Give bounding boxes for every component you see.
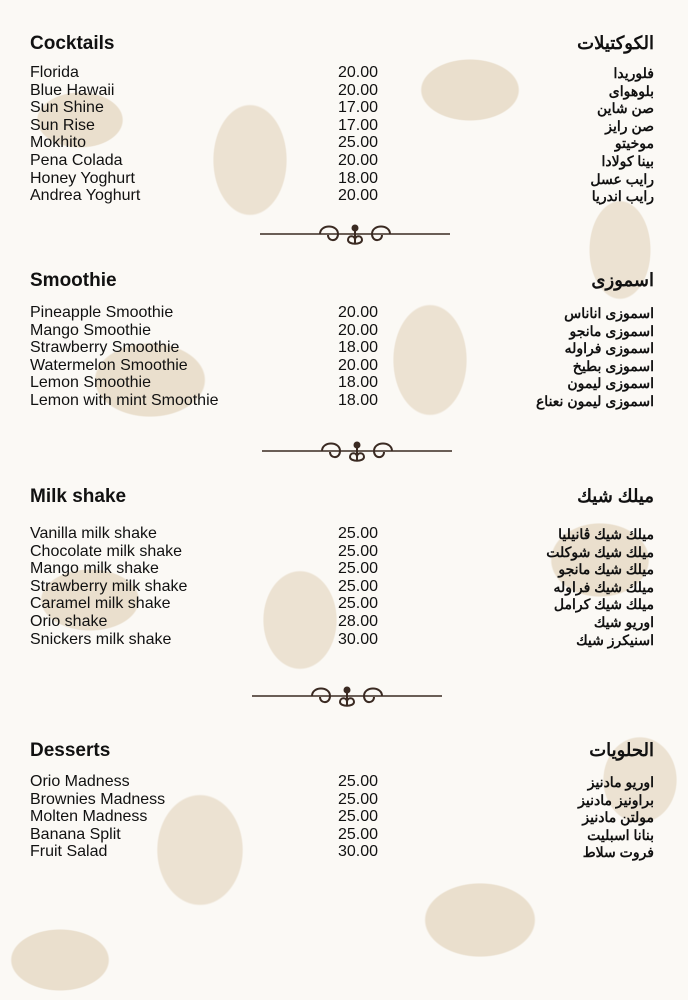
item-price: 20.00 — [338, 64, 379, 81]
item-name-ar: فلوريدا — [613, 65, 654, 81]
item-name-ar: فروت سلاط — [582, 844, 654, 861]
item-name-ar: مولتن مادنيز — [582, 809, 654, 826]
menu-item — [0, 82, 688, 100]
item-name-ar: بنانا اسبليت — [587, 826, 654, 843]
item-name-ar: ميلك شيك فراوله — [553, 578, 654, 595]
item-name-en: Molten Madness — [30, 808, 148, 826]
item-name-ar: صن شاين — [597, 100, 654, 117]
menu-item — [0, 357, 688, 375]
item-name-ar: بينا كولادا — [601, 153, 654, 169]
item-price: 17.00 — [338, 99, 379, 117]
item-price: 25.00 — [338, 790, 379, 808]
item-name-en: Florida — [30, 64, 79, 81]
section-title-ar: ميلك شيك — [577, 486, 654, 506]
menu-item — [0, 134, 688, 152]
item-name-en: Lemon with mint Smoothie — [30, 392, 219, 409]
item-price: 20.00 — [338, 321, 379, 339]
item-price: 30.00 — [338, 843, 379, 861]
section-title-en: Cocktails — [30, 33, 115, 54]
item-price: 25.00 — [338, 577, 379, 595]
menu-item — [0, 152, 688, 170]
item-name-en: Watermelon Smoothie — [30, 356, 188, 374]
menu-item — [0, 304, 688, 322]
item-name-ar: اسموزى ليمون — [567, 375, 654, 392]
flourish-icon — [260, 220, 450, 250]
item-name-en: Brownies Madness — [30, 790, 166, 808]
item-name-ar: ميلك شيك مانجو — [558, 561, 654, 578]
item-price: 18.00 — [338, 374, 379, 392]
item-name-en: Pena Colada — [30, 152, 123, 169]
section-title-en: Milk shake — [30, 486, 127, 507]
item-price: 28.00 — [338, 613, 379, 630]
item-name-en: Pineapple Smoothie — [30, 304, 174, 321]
menu-item — [0, 613, 688, 631]
item-price: 18.00 — [338, 339, 379, 357]
menu-item — [0, 543, 688, 561]
menu-item — [0, 595, 688, 613]
ornament-divider — [262, 437, 452, 467]
item-price: 25.00 — [338, 808, 379, 826]
item-name-ar: موخيتو — [614, 135, 654, 152]
item-name-en: Blue Hawaii — [30, 81, 115, 99]
item-price: 20.00 — [338, 81, 379, 99]
menu-item — [0, 578, 688, 596]
item-price: 20.00 — [338, 187, 379, 205]
menu-item — [0, 187, 688, 205]
menu-item — [0, 392, 688, 410]
item-name-ar: اوريو شيك — [593, 614, 654, 630]
item-price: 20.00 — [338, 304, 379, 321]
item-name-ar: اوريو مادنيز — [587, 774, 654, 790]
item-name-ar: رايب اندريا — [591, 188, 654, 205]
item-name-en: Banana Split — [30, 825, 121, 843]
section-title-ar: اسموزى — [591, 270, 654, 290]
item-price: 17.00 — [338, 116, 379, 134]
item-price: 25.00 — [338, 825, 379, 843]
item-price: 20.00 — [338, 152, 379, 169]
item-name-en: Honey Yoghurt — [30, 169, 135, 187]
item-name-ar: بلوهواى — [608, 82, 654, 99]
item-name-ar: اسموزى بطيخ — [572, 357, 654, 374]
item-name-en: Strawberry milk shake — [30, 577, 188, 595]
item-name-ar: ميلك شيك شوكلت — [546, 543, 654, 560]
menu-item — [0, 525, 688, 543]
item-name-en: Vanilla milk shake — [30, 525, 157, 542]
menu-item — [0, 826, 688, 844]
item-name-ar: اسنيكرز شيك — [576, 631, 654, 648]
section-title-ar: الكوكتيلات — [577, 33, 654, 53]
menu-item — [0, 843, 688, 861]
item-price: 30.00 — [338, 630, 379, 648]
item-price: 25.00 — [338, 773, 379, 790]
item-name-ar: براونيز مادنيز — [578, 791, 654, 808]
menu-item — [0, 99, 688, 117]
item-price: 25.00 — [338, 542, 379, 560]
menu-item — [0, 560, 688, 578]
item-name-en: Strawberry Smoothie — [30, 339, 180, 357]
menu-item — [0, 170, 688, 188]
item-name-ar: اسموزى فراوله — [564, 340, 654, 357]
menu-item — [0, 808, 688, 826]
item-name-en: Lemon Smoothie — [30, 374, 151, 392]
item-price: 18.00 — [338, 169, 379, 187]
item-name-en: Snickers milk shake — [30, 630, 172, 648]
item-name-en: Sun Rise — [30, 116, 95, 134]
menu-item — [0, 117, 688, 135]
item-name-ar: ميلك شيك كرامل — [553, 596, 654, 613]
item-name-en: Andrea Yoghurt — [30, 187, 141, 205]
item-name-en: Chocolate milk shake — [30, 542, 183, 560]
ornament-divider — [252, 682, 442, 712]
item-name-en: Mango milk shake — [30, 560, 159, 578]
section-title-en: Smoothie — [30, 270, 117, 291]
flourish-icon — [262, 437, 452, 467]
item-name-ar: صن رايز — [605, 117, 654, 134]
item-name-ar: ميلك شيك ڤانيليا — [558, 526, 654, 542]
menu-item — [0, 631, 688, 649]
menu-item — [0, 791, 688, 809]
item-name-ar: اسموزى مانجو — [569, 322, 654, 339]
item-name-en: Orio Madness — [30, 773, 130, 790]
menu-item — [0, 64, 688, 82]
menu-item — [0, 773, 688, 791]
item-name-en: Orio shake — [30, 613, 108, 630]
menu-item — [0, 322, 688, 340]
item-price: 25.00 — [338, 134, 379, 152]
menu-item — [0, 339, 688, 357]
menu-item — [0, 374, 688, 392]
item-name-en: Caramel milk shake — [30, 595, 171, 613]
item-name-ar: اسموزى ليمون نعناع — [535, 393, 654, 409]
item-price: 25.00 — [338, 595, 379, 613]
item-name-en: Mokhito — [30, 134, 87, 152]
item-name-ar: اسموزى اناناس — [564, 305, 654, 321]
item-price: 20.00 — [338, 356, 379, 374]
item-price: 25.00 — [338, 560, 379, 578]
item-name-en: Mango Smoothie — [30, 321, 151, 339]
item-name-ar: رايب عسل — [590, 170, 654, 187]
item-price: 25.00 — [338, 525, 379, 542]
ornament-divider — [260, 220, 450, 250]
section-title-ar: الحلويات — [589, 740, 654, 760]
item-name-en: Fruit Salad — [30, 843, 108, 861]
item-price: 18.00 — [338, 392, 379, 409]
item-name-en: Sun Shine — [30, 99, 104, 117]
flourish-icon — [252, 682, 442, 712]
section-title-en: Desserts — [30, 740, 111, 761]
